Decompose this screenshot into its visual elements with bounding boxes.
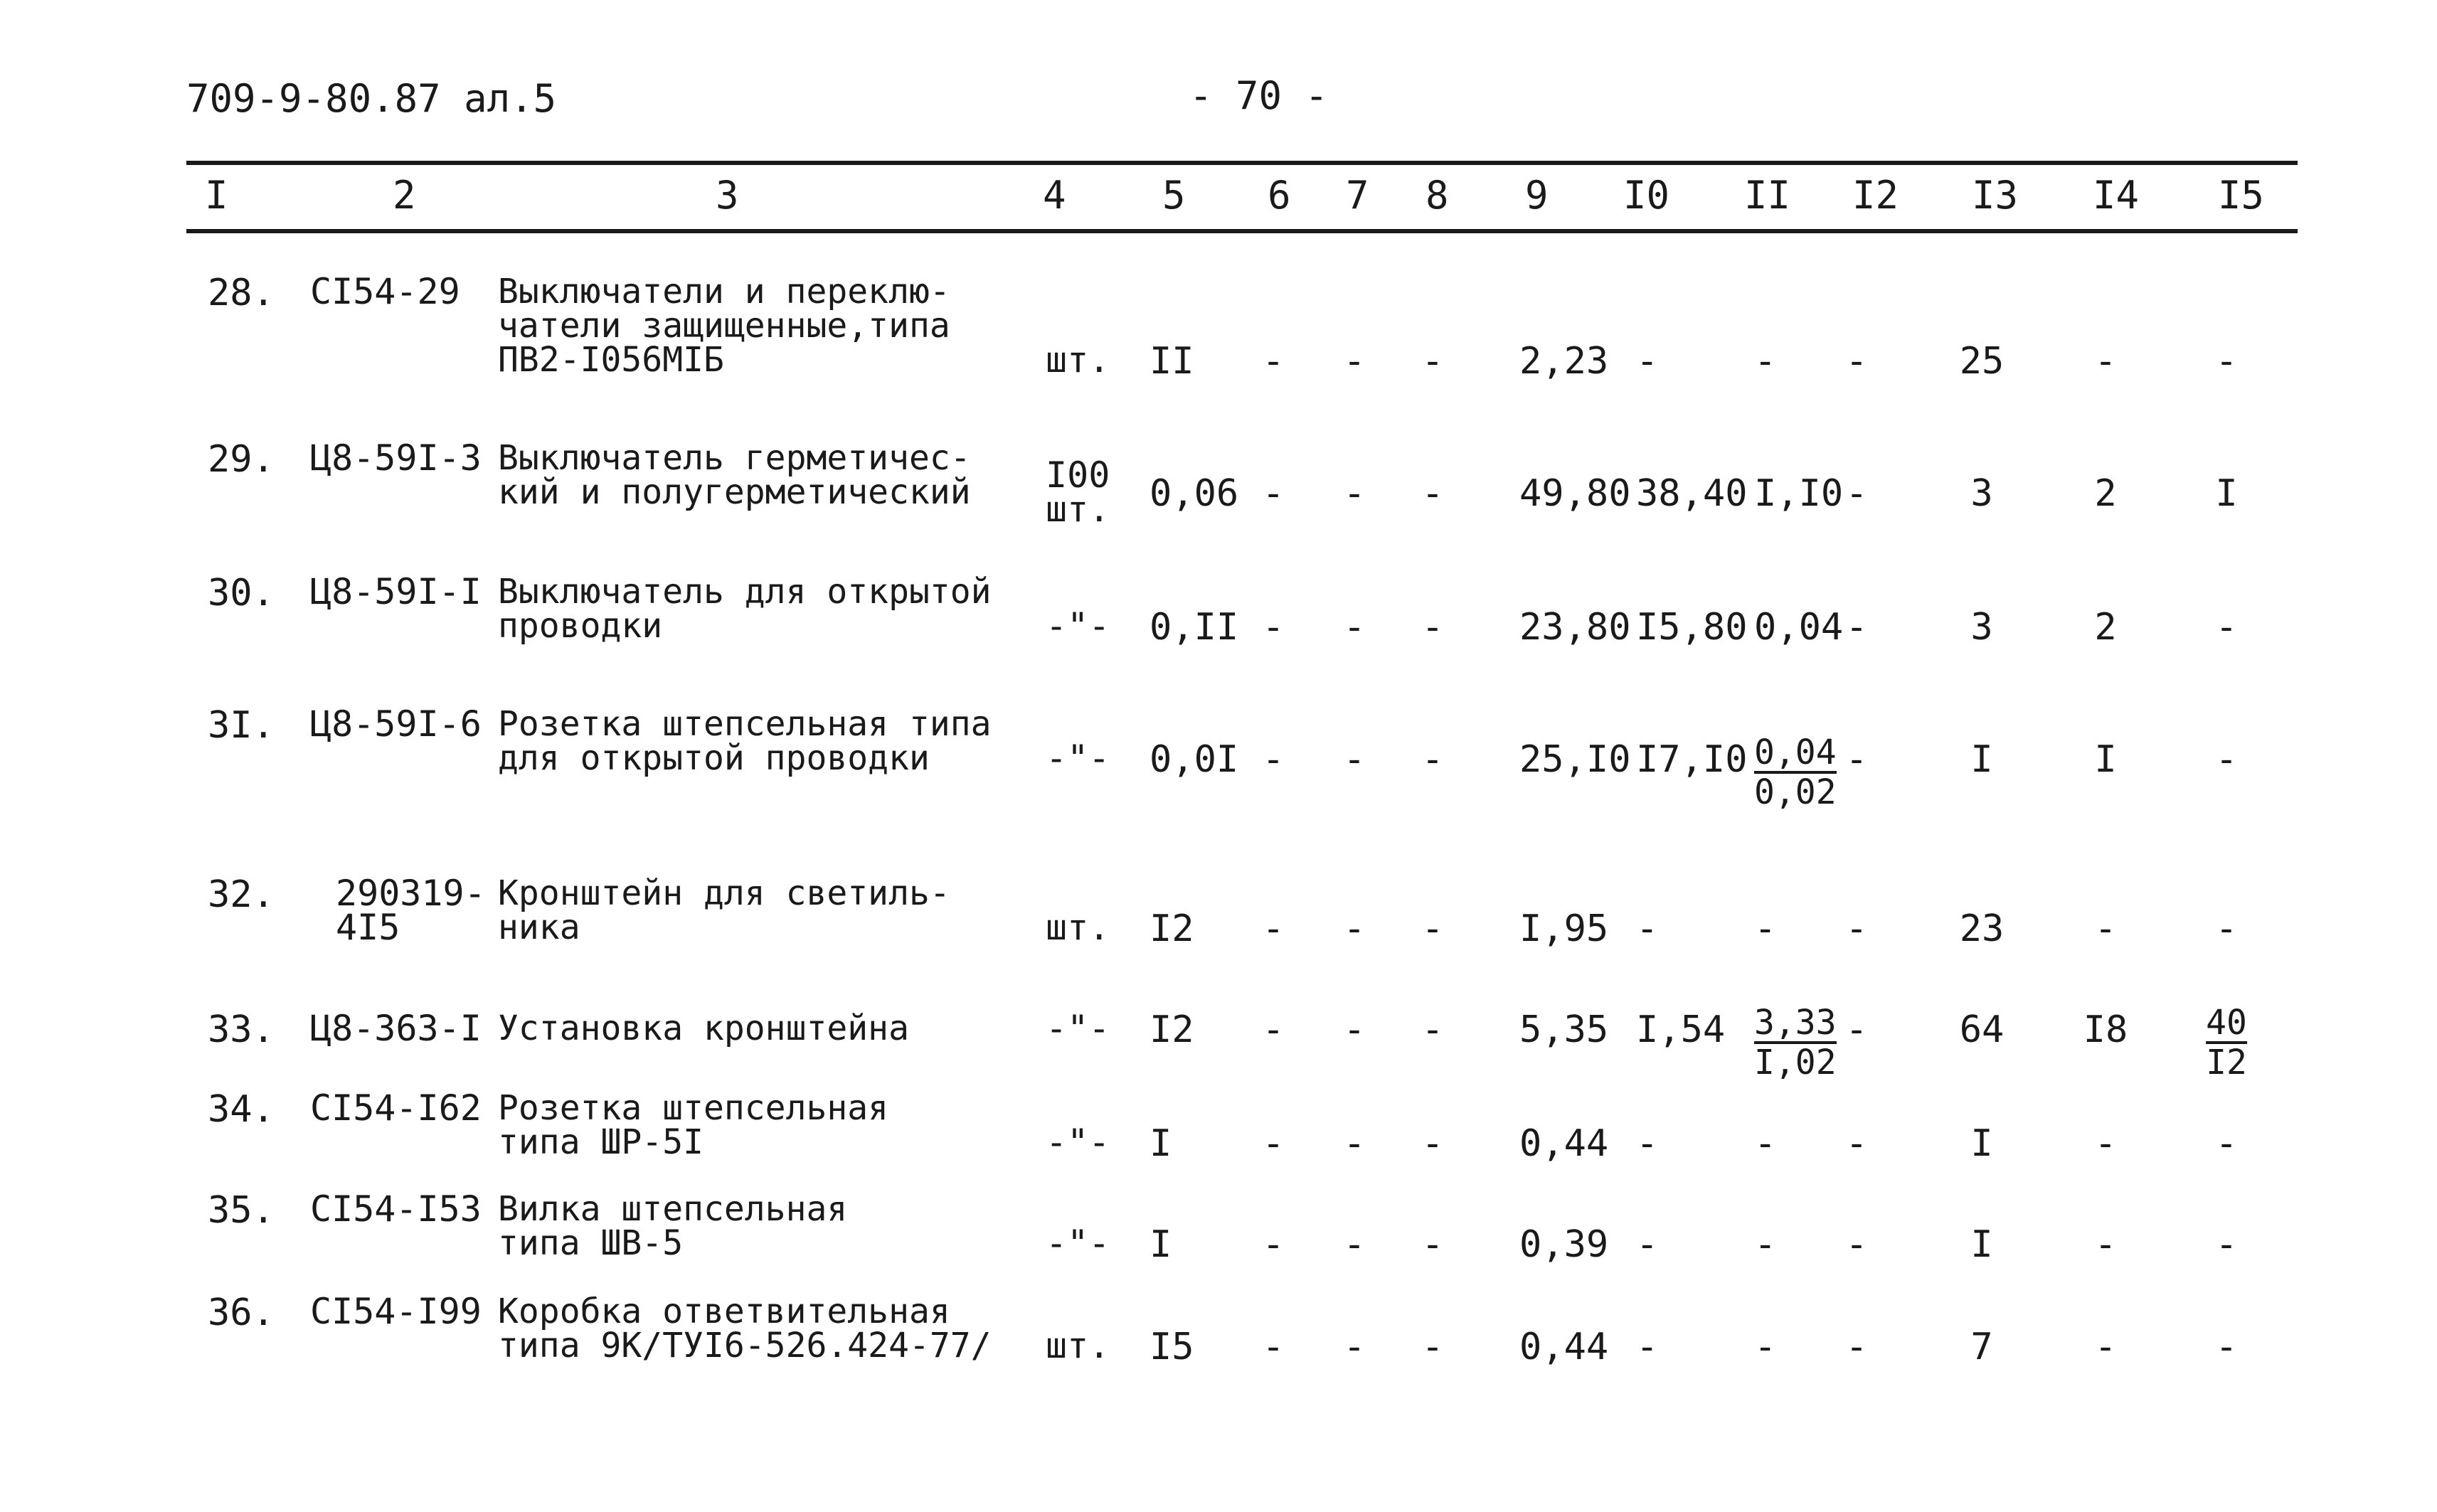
cell-col-10: -	[1636, 340, 1659, 383]
cell-col-11-fraction	[1754, 1003, 1837, 1082]
row-number: 32.	[208, 873, 275, 916]
page-number: - 70 -	[1189, 73, 1329, 118]
cell-col-6: -	[1262, 1326, 1285, 1368]
cell-col-15: I	[2215, 472, 2238, 515]
cell-col-13: I	[1970, 1122, 1993, 1165]
item-code: 290319- 4I5	[336, 873, 486, 948]
cell-col-8: -	[1421, 1326, 1444, 1368]
cell-col-15: -	[2215, 738, 2238, 781]
item-description: Розетка штепсельная типа для открытой проводки	[498, 704, 992, 778]
item-code: Ц8-59I-3	[310, 437, 482, 479]
cell-col-13: 64	[1959, 1008, 2005, 1051]
cell-col-8: -	[1421, 472, 1444, 515]
cell-col-6: -	[1262, 1008, 1285, 1051]
unit-of-measure: -"-	[1046, 738, 1110, 779]
cell-col-11-fraction	[1754, 733, 1837, 812]
cell-col-12: -	[1845, 1326, 1868, 1368]
item-description: Выключатели и переклю- чатели защищенные,типа ПВ2-I056МIБ	[498, 272, 950, 380]
table-header-rule	[186, 229, 2298, 233]
row-number: 34.	[208, 1088, 275, 1131]
cell-col-5: I	[1150, 1223, 1172, 1266]
item-description: Кронштейн для светиль- ника	[498, 873, 950, 947]
row-number: 28.	[208, 272, 275, 314]
column-header-11: II	[1744, 173, 1791, 218]
row-number: 33.	[208, 1008, 275, 1051]
cell-col-11: -	[1754, 1223, 1777, 1266]
column-header-4: 4	[1043, 173, 1066, 218]
cell-col-11: -	[1754, 907, 1777, 950]
cell-col-15: -	[2215, 606, 2238, 649]
cell-col-11: 0,04	[1754, 606, 1844, 649]
cell-col-13: 3	[1970, 472, 1993, 515]
cell-col-11: -	[1754, 1326, 1777, 1368]
cell-col-11-fraction-denominator: I,02	[1754, 1043, 1837, 1082]
item-description: Выключатель для открытой проводки	[498, 572, 992, 646]
cell-col-8: -	[1421, 606, 1444, 649]
item-code: Ц8-59I-6	[310, 703, 482, 745]
cell-col-13: I	[1970, 738, 1993, 781]
cell-col-8: -	[1421, 1122, 1444, 1165]
column-header-2: 2	[393, 173, 416, 218]
cell-col-5: I2	[1150, 1008, 1194, 1051]
cell-col-14: 2	[2094, 606, 2117, 649]
cell-col-8: -	[1421, 738, 1444, 781]
item-code: Ц8-363-I	[310, 1008, 482, 1049]
cell-col-8: -	[1421, 1008, 1444, 1051]
table-top-rule	[186, 161, 2298, 165]
item-code: CI54-I53	[310, 1188, 482, 1230]
cell-col-5: I5	[1150, 1326, 1194, 1368]
cell-col-8: -	[1421, 907, 1444, 950]
unit-of-measure: -"-	[1046, 1008, 1110, 1049]
cell-col-15: -	[2215, 340, 2238, 383]
cell-col-7: -	[1343, 1326, 1366, 1368]
cell-col-15: -	[2215, 907, 2238, 950]
cell-col-14: 2	[2094, 472, 2117, 515]
unit-of-measure: шт.	[1046, 907, 1110, 948]
cell-col-11: -	[1754, 340, 1777, 383]
cell-col-10: 38,40	[1636, 472, 1748, 515]
cell-col-10: -	[1636, 907, 1659, 950]
cell-col-6: -	[1262, 472, 1285, 515]
cell-col-11: -	[1754, 1122, 1777, 1165]
cell-col-7: -	[1343, 606, 1366, 649]
item-description: Выключатель герметичес- кий и полугерметический	[498, 438, 971, 512]
cell-col-12: -	[1845, 907, 1868, 950]
cell-col-9: 0,44	[1519, 1122, 1609, 1165]
cell-col-12: -	[1845, 1122, 1868, 1165]
cell-col-9: 5,35	[1519, 1008, 1609, 1051]
cell-col-7: -	[1343, 472, 1366, 515]
item-code: CI54-I99	[310, 1291, 482, 1332]
cell-col-13: 25	[1959, 340, 2005, 383]
cell-col-9: 0,39	[1519, 1223, 1609, 1266]
cell-col-12: -	[1845, 1223, 1868, 1266]
cell-col-15-fraction-numerator: 40	[2206, 1003, 2247, 1043]
cell-col-6: -	[1262, 606, 1285, 649]
cell-col-9: 0,44	[1519, 1326, 1609, 1368]
cell-col-12: -	[1845, 340, 1868, 383]
cell-col-6: -	[1262, 1223, 1285, 1266]
item-code: Ц8-59I-I	[310, 571, 482, 612]
cell-col-9: I,95	[1519, 907, 1609, 950]
cell-col-7: -	[1343, 1008, 1366, 1051]
column-header-14: I4	[2093, 173, 2140, 218]
cell-col-15-fraction-denominator: I2	[2206, 1043, 2247, 1082]
cell-col-7: -	[1343, 1122, 1366, 1165]
cell-col-10: -	[1636, 1326, 1659, 1368]
cell-col-7: -	[1343, 738, 1366, 781]
cell-col-9: 2,23	[1519, 340, 1609, 383]
cell-col-9: 23,80	[1519, 606, 1631, 649]
document-code: 709-9-80.87 ал.5	[186, 76, 557, 121]
cell-col-14: I	[2094, 738, 2117, 781]
cell-col-5: 0,06	[1150, 472, 1239, 515]
cell-col-6: -	[1262, 738, 1285, 781]
cell-col-7: -	[1343, 907, 1366, 950]
cell-col-15-fraction	[2206, 1003, 2247, 1082]
item-description: Коробка ответвительная типа 9К/ТУI6-526.424-77/	[498, 1292, 992, 1365]
column-header-8: 8	[1425, 173, 1449, 218]
cell-col-11: I,I0	[1754, 472, 1844, 515]
column-header-9: 9	[1525, 173, 1549, 218]
column-header-1: I	[205, 173, 228, 218]
cell-col-12: -	[1845, 1008, 1868, 1051]
cell-col-14: -	[2094, 1223, 2117, 1266]
cell-col-7: -	[1343, 1223, 1366, 1266]
cell-col-6: -	[1262, 340, 1285, 383]
cell-col-10: -	[1636, 1223, 1659, 1266]
cell-col-6: -	[1262, 1122, 1285, 1165]
cell-col-13: 7	[1970, 1326, 1993, 1368]
cell-col-10: I,54	[1636, 1008, 1726, 1051]
column-header-7: 7	[1346, 173, 1369, 218]
unit-of-measure: -"-	[1046, 1223, 1110, 1264]
cell-col-14: -	[2094, 1326, 2117, 1368]
cell-col-5: 0,II	[1150, 606, 1239, 649]
cell-col-5: II	[1150, 340, 1194, 383]
cell-col-6: -	[1262, 907, 1285, 950]
cell-col-14: -	[2094, 907, 2117, 950]
row-number: 3I.	[208, 704, 275, 747]
cell-col-5: 0,0I	[1150, 738, 1239, 781]
cell-col-14: -	[2094, 1122, 2117, 1165]
row-number: 29.	[208, 438, 275, 481]
cell-col-14: -	[2094, 340, 2117, 383]
row-number: 35.	[208, 1189, 275, 1232]
row-number: 30.	[208, 572, 275, 614]
cell-col-7: -	[1343, 340, 1366, 383]
cell-col-11-fraction-denominator: 0,02	[1754, 772, 1837, 812]
cell-col-12: -	[1845, 738, 1868, 781]
column-header-3: 3	[716, 173, 739, 218]
unit-of-measure: -"-	[1046, 1122, 1110, 1163]
cell-col-15: -	[2215, 1223, 2238, 1266]
unit-of-measure: -"-	[1046, 605, 1110, 646]
cell-col-13: 3	[1970, 606, 1993, 649]
cell-col-15: -	[2215, 1326, 2238, 1368]
cell-col-11-fraction-numerator: 0,04	[1754, 733, 1837, 772]
cell-col-8: -	[1421, 1223, 1444, 1266]
cell-col-12: -	[1845, 472, 1868, 515]
cell-col-9: 49,80	[1519, 472, 1631, 515]
cell-col-13: 23	[1959, 907, 2005, 950]
cell-col-8: -	[1421, 340, 1444, 383]
cell-col-10: I7,I0	[1636, 738, 1748, 781]
cell-col-5: I2	[1150, 907, 1194, 950]
cell-col-11-fraction-numerator: 3,33	[1754, 1003, 1837, 1043]
column-header-10: I0	[1623, 173, 1670, 218]
cell-col-9: 25,I0	[1519, 738, 1631, 781]
unit-of-measure: I00 шт.	[1046, 454, 1110, 530]
item-description: Розетка штепсельная типа ШР-5I	[498, 1088, 889, 1162]
item-description: Установка кронштейна	[498, 1008, 909, 1048]
item-description: Вилка штепсельная типа ШВ-5	[498, 1189, 848, 1263]
column-header-12: I2	[1852, 173, 1899, 218]
unit-of-measure: шт.	[1046, 1325, 1110, 1366]
cell-col-15: -	[2215, 1122, 2238, 1165]
column-header-6: 6	[1268, 173, 1291, 218]
unit-of-measure: шт.	[1046, 339, 1110, 380]
item-code: CI54-29	[310, 271, 460, 312]
column-header-13: I3	[1972, 173, 2019, 218]
cell-col-5: I	[1150, 1122, 1172, 1165]
column-header-5: 5	[1162, 173, 1186, 218]
row-number: 36.	[208, 1292, 275, 1334]
cell-col-12: -	[1845, 606, 1868, 649]
column-header-15: I5	[2218, 173, 2265, 218]
cell-col-10: -	[1636, 1122, 1659, 1165]
cell-col-14: I8	[2083, 1008, 2128, 1051]
cell-col-10: I5,80	[1636, 606, 1748, 649]
cell-col-13: I	[1970, 1223, 1993, 1266]
item-code: CI54-I62	[310, 1087, 482, 1129]
